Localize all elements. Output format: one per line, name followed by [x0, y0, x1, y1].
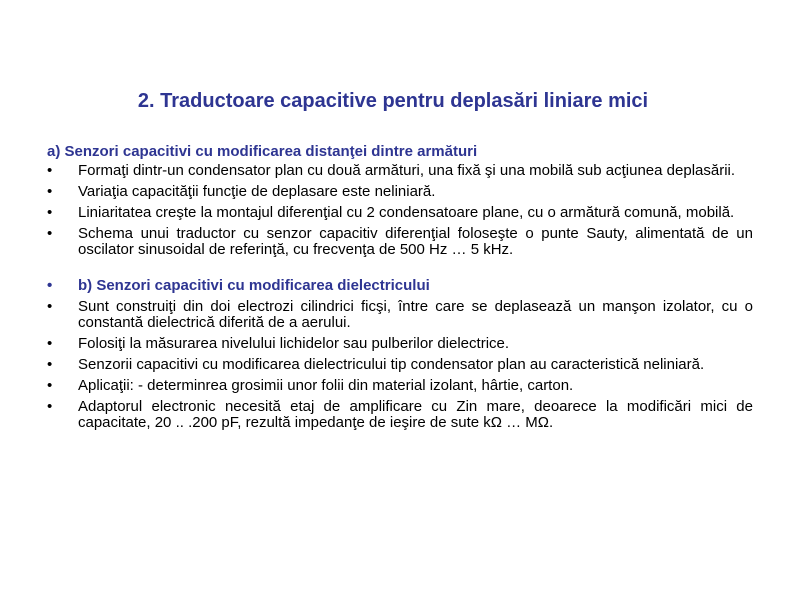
list-item	[47, 299, 753, 331]
bullet-icon: •	[47, 356, 53, 373]
bullet-icon: •	[47, 162, 53, 179]
bullet-icon: •	[47, 225, 53, 242]
section-a-heading: a) Senzori capacitivi cu modificarea distanţei dintre armături	[47, 143, 478, 160]
list-item-text: Sunt construiţi din doi electrozi cilindrici ficşi, între care se deplasează un manşon izolator, cu o constantă dielectrică diferită de a aerului.	[78, 298, 753, 331]
section-a-list	[47, 163, 753, 431]
list-item	[47, 163, 753, 179]
list-item	[47, 205, 753, 221]
list-item-text: Senzorii capacitivi cu modificarea dielectricului tip condensator plan au caracteristică neliniară.	[78, 356, 705, 373]
list-item-text: Schema unui traductor cu senzor capacitiv diferenţial foloseşte o punte Sauty, alimentată de un oscilator sinusoidal de referinţă, cu frecvenţa de 500 Hz … 5 kHz.	[78, 225, 753, 258]
list-item-text: Folosiţi la măsurarea nivelului lichidelor sau pulberilor dielectrice.	[78, 335, 510, 352]
bullet-icon: •	[47, 298, 53, 315]
section-b-heading-item	[47, 278, 753, 294]
bullet-icon: •	[47, 335, 53, 352]
list-item	[47, 378, 753, 394]
list-item	[47, 399, 753, 431]
list-item	[47, 357, 753, 373]
section-b-heading: b) Senzori capacitivi cu modificarea dielectricului	[78, 277, 430, 294]
list-item-text: Adaptorul electronic necesită etaj de amplificare cu Zin mare, deoarece la modificări mici de capacitate, 20 .. .200 pF, rezultă impedanţe de ieşire de sute kΩ … MΩ.	[78, 398, 753, 431]
list-item-text: Variaţia capacităţii funcţie de deplasare este neliniară.	[78, 183, 436, 200]
slide-title: 2. Traductoare capacitive pentru deplasări liniare mici	[137, 90, 649, 112]
bullet-icon: •	[47, 377, 53, 394]
bullet-icon: •	[47, 204, 53, 221]
list-item	[47, 184, 753, 200]
slide-content	[47, 143, 753, 436]
bullet-icon: •	[47, 398, 53, 415]
bullet-icon: •	[47, 183, 53, 200]
list-item	[47, 336, 753, 352]
bullet-icon: •	[47, 277, 53, 294]
list-item-text: Aplicaţii: - determinrea grosimii unor folii din material izolant, hârtie, carton.	[78, 377, 574, 394]
list-item-text: Formaţi dintr-un condensator plan cu două armături, una fixă şi una mobilă sub acţiunea deplasării.	[78, 162, 736, 179]
list-item-text: Liniaritatea creşte la montajul diferenţial cu 2 condensatoare plane, cu o armătură comună, mobilă.	[78, 204, 735, 221]
list-item	[47, 226, 753, 258]
